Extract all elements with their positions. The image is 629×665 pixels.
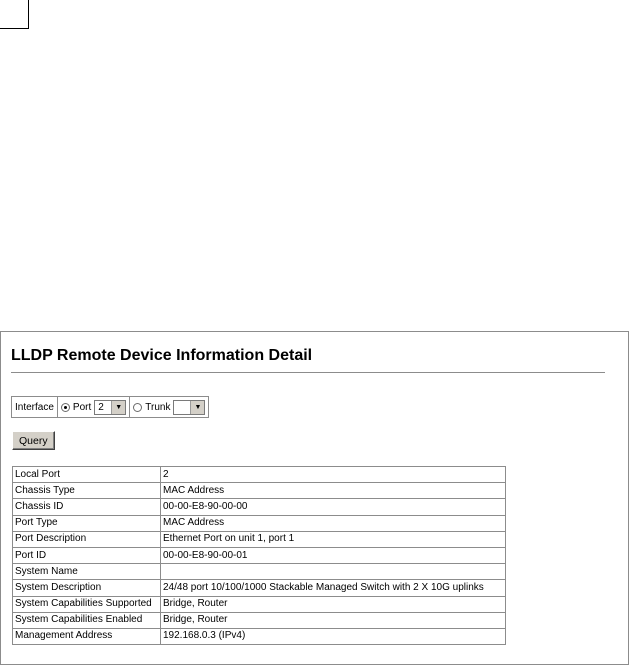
trunk-radio[interactable] xyxy=(133,403,142,412)
table-row xyxy=(13,483,506,499)
detail-label: Local Port xyxy=(13,467,161,483)
detail-value: 00-00-E8-90-00-01 xyxy=(161,547,506,563)
trunk-option[interactable] xyxy=(130,397,208,417)
crop-mark xyxy=(0,0,29,29)
lldp-detail-panel xyxy=(0,331,629,665)
detail-label: System Capabilities Enabled xyxy=(13,612,161,628)
detail-value: 2 xyxy=(161,467,506,483)
table-row xyxy=(13,547,506,563)
table-row xyxy=(13,499,506,515)
detail-label: Port ID xyxy=(13,547,161,563)
trunk-select[interactable] xyxy=(173,400,205,415)
table-row xyxy=(13,467,506,483)
trunk-select-value xyxy=(174,401,190,414)
table-row xyxy=(13,580,506,596)
trunk-radio-label: Trunk xyxy=(145,401,171,413)
detail-label: System Name xyxy=(13,564,161,580)
port-select-value: 2 xyxy=(98,401,104,413)
port-radio-label: Port xyxy=(72,401,92,413)
detail-value xyxy=(161,564,506,580)
detail-value: MAC Address xyxy=(161,515,506,531)
table-row xyxy=(13,596,506,612)
detail-value: Ethernet Port on unit 1, port 1 xyxy=(161,531,506,547)
detail-value: 00-00-E8-90-00-00 xyxy=(161,499,506,515)
detail-value: 192.168.0.3 (IPv4) xyxy=(161,628,506,644)
table-row xyxy=(13,564,506,580)
detail-value: 24/48 port 10/100/1000 Stackable Managed Switch with 2 X 10G uplinks xyxy=(161,580,506,596)
table-row xyxy=(13,628,506,644)
detail-label: Port Description xyxy=(13,531,161,547)
detail-value: Bridge, Router xyxy=(161,596,506,612)
table-row xyxy=(13,515,506,531)
detail-label: Chassis Type xyxy=(13,483,161,499)
detail-label: Chassis ID xyxy=(13,499,161,515)
detail-label: Port Type xyxy=(13,515,161,531)
page-title: LLDP Remote Device Information Detail xyxy=(11,347,313,364)
detail-value: MAC Address xyxy=(161,483,506,499)
table-row xyxy=(13,612,506,628)
title-divider xyxy=(11,372,605,373)
interface-selector xyxy=(11,396,209,418)
port-select[interactable] xyxy=(94,400,126,415)
detail-label: System Capabilities Supported xyxy=(13,596,161,612)
port-radio[interactable] xyxy=(61,403,70,412)
table-row xyxy=(13,531,506,547)
detail-value: Bridge, Router xyxy=(161,612,506,628)
port-option[interactable] xyxy=(58,397,130,417)
detail-label: System Description xyxy=(13,580,161,596)
detail-label: Management Address xyxy=(13,628,161,644)
remote-device-details-table xyxy=(12,466,506,645)
interface-label: Interface xyxy=(12,397,58,417)
chevron-down-icon[interactable]: ▼ xyxy=(190,401,204,414)
query-button[interactable]: Query xyxy=(12,431,55,450)
chevron-down-icon[interactable]: ▼ xyxy=(111,401,125,414)
